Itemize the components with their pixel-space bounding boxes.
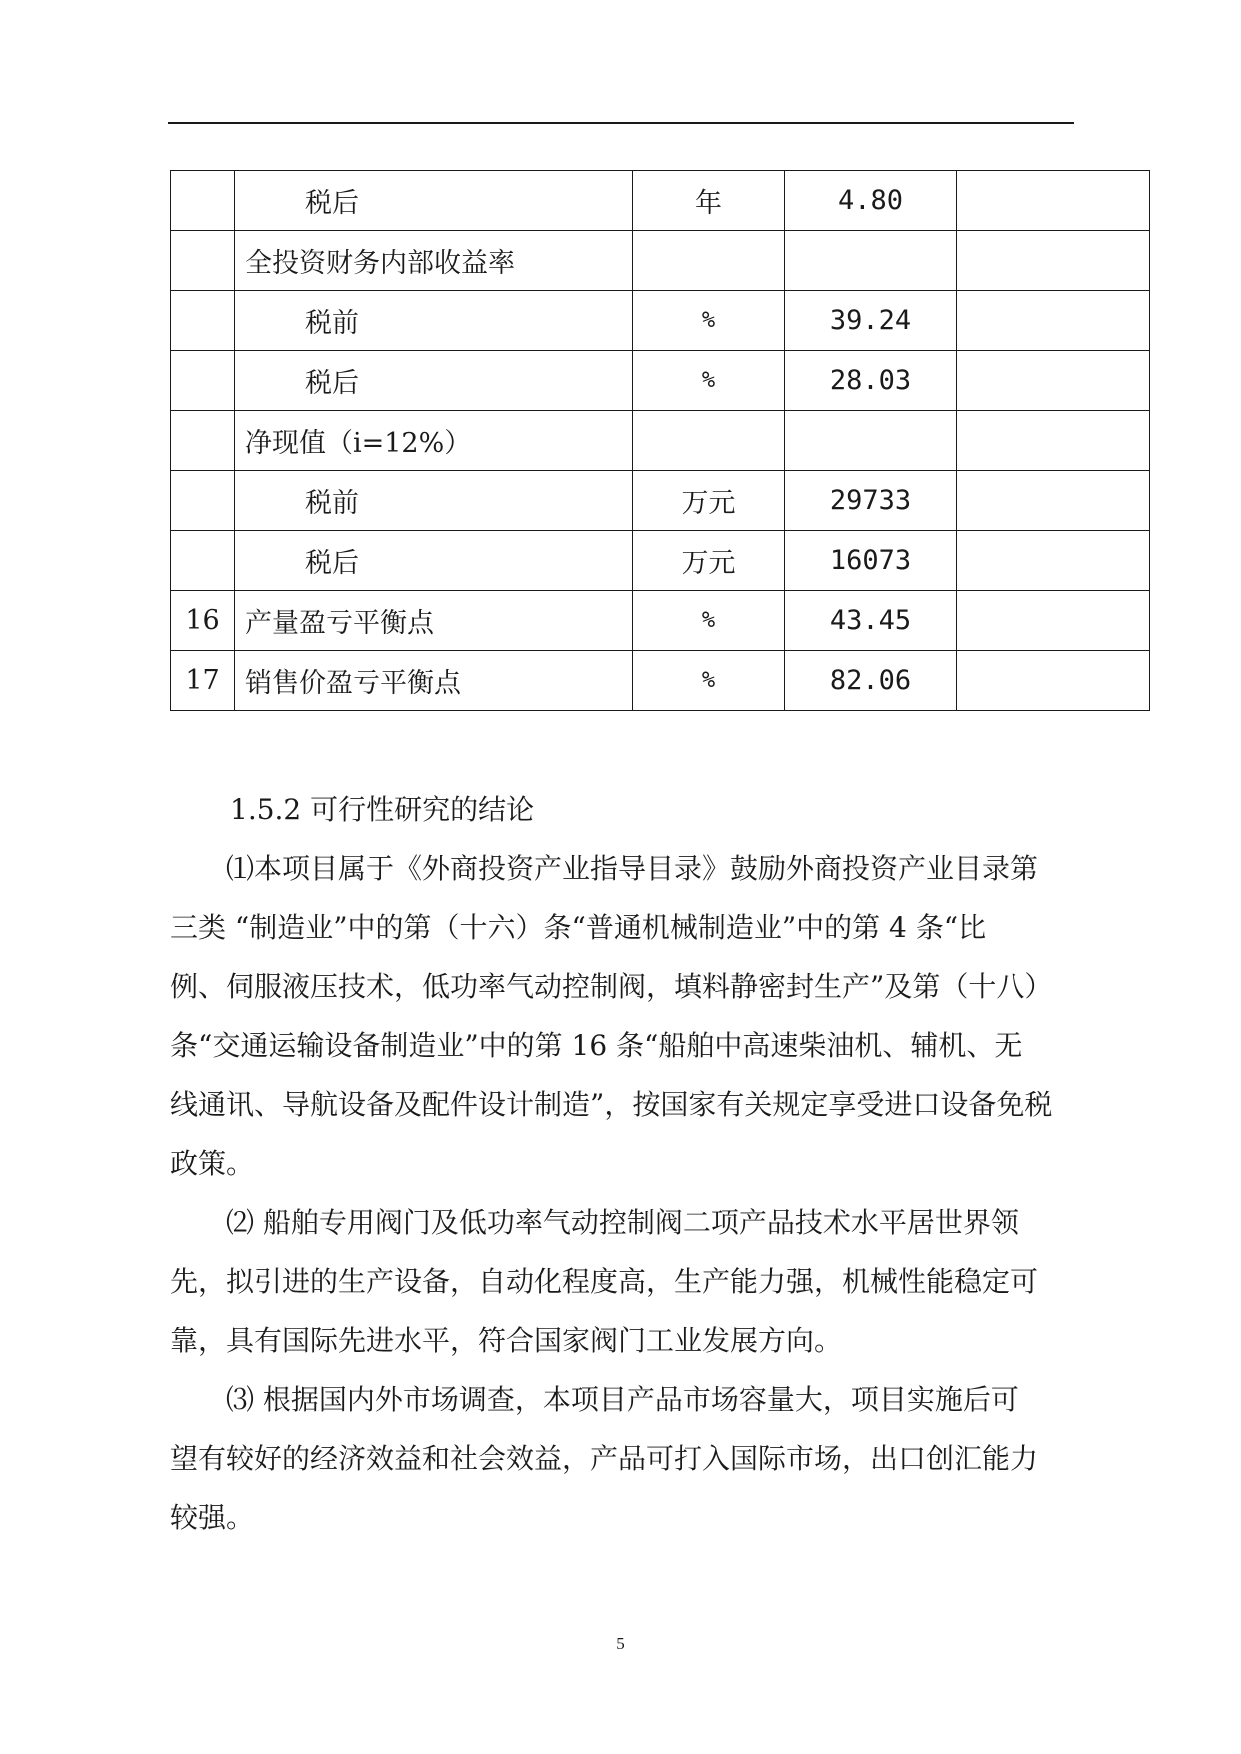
item-name-cell: 税后 xyxy=(235,171,633,231)
table-row xyxy=(171,291,1150,351)
note-cell xyxy=(957,291,1150,351)
note-cell xyxy=(957,411,1150,471)
note-cell xyxy=(957,591,1150,651)
note-cell xyxy=(957,651,1150,711)
value-cell: 28.03 xyxy=(785,351,957,411)
paragraph xyxy=(170,839,1076,1193)
table-row xyxy=(171,231,1150,291)
value-cell: 4.80 xyxy=(785,171,957,231)
note-cell xyxy=(957,531,1150,591)
item-name-cell: 税后 xyxy=(235,351,633,411)
unit-cell: 万元 xyxy=(633,471,785,531)
row-number-cell xyxy=(171,231,235,291)
item-name-cell: 净现值（i=12%） xyxy=(235,411,633,471)
feasibility-conclusion-section xyxy=(170,780,1076,1547)
table-row xyxy=(171,531,1150,591)
item-name-cell: 税后 xyxy=(235,531,633,591)
note-cell xyxy=(957,351,1150,411)
value-cell: 43.45 xyxy=(785,591,957,651)
value-cell: 82.06 xyxy=(785,651,957,711)
table-row xyxy=(171,591,1150,651)
paragraph-line: ⑶ 根据国内外市场调查，本项目产品市场容量大，项目实施后可 xyxy=(226,1383,1019,1416)
section-heading: 1.5.2 可行性研究的结论 xyxy=(230,793,535,826)
unit-cell: % xyxy=(633,651,785,711)
value-cell: 29733 xyxy=(785,471,957,531)
unit-cell: 万元 xyxy=(633,531,785,591)
note-cell xyxy=(957,231,1150,291)
paragraph-line: 例、伺服液压技术，低功率气动控制阀，填料静密封生产”及第（十八） xyxy=(170,970,1053,1003)
item-name-cell: 税前 xyxy=(235,471,633,531)
row-number-cell xyxy=(171,291,235,351)
table-row xyxy=(171,171,1150,231)
item-name-cell: 全投资财务内部收益率 xyxy=(235,231,633,291)
note-cell xyxy=(957,471,1150,531)
row-number-cell xyxy=(171,171,235,231)
unit-cell xyxy=(633,411,785,471)
unit-cell: % xyxy=(633,291,785,351)
value-cell xyxy=(785,231,957,291)
row-number-cell xyxy=(171,471,235,531)
table-row xyxy=(171,351,1150,411)
unit-cell: % xyxy=(633,351,785,411)
table-row xyxy=(171,651,1150,711)
paragraph-line: 望有较好的经济效益和社会效益，产品可打入国际市场，出口创汇能力 xyxy=(170,1442,1039,1475)
row-number-cell xyxy=(171,531,235,591)
financial-indicators-table xyxy=(170,170,1150,711)
item-name-cell: 税前 xyxy=(235,291,633,351)
value-cell: 16073 xyxy=(785,531,957,591)
unit-cell xyxy=(633,231,785,291)
paragraph-list xyxy=(170,839,1076,1547)
paragraph-line: 较强。 xyxy=(170,1501,255,1534)
row-number-cell: 16 xyxy=(171,591,235,651)
value-cell: 39.24 xyxy=(785,291,957,351)
paragraph-line: 条“交通运输设备制造业”中的第 16 条“船舶中高速柴油机、辅机、无 xyxy=(170,1029,1023,1062)
table-body xyxy=(171,171,1150,711)
paragraph xyxy=(170,1370,1076,1547)
paragraph-line: 政策。 xyxy=(170,1147,255,1180)
paragraph-line: ⑴本项目属于《外商投资产业指导目录》鼓励外商投资产业目录第 xyxy=(226,852,1039,885)
row-number-cell: 17 xyxy=(171,651,235,711)
paragraph-line: 线通讯、导航设备及配件设计制造”，按国家有关规定享受进口设备免税 xyxy=(170,1088,1053,1121)
paragraph-line: 靠，具有国际先进水平，符合国家阀门工业发展方向。 xyxy=(170,1324,843,1357)
paragraph-line: 三类 “制造业”中的第（十六）条“普通机械制造业”中的第 4 条“比 xyxy=(170,911,987,944)
header-rule xyxy=(168,122,1074,124)
paragraph xyxy=(170,1193,1076,1370)
paragraph-line: ⑵ 船舶专用阀门及低功率气动控制阀二项产品技术水平居世界领 xyxy=(226,1206,1019,1239)
row-number-cell xyxy=(171,411,235,471)
value-cell xyxy=(785,411,957,471)
item-name-cell: 产量盈亏平衡点 xyxy=(235,591,633,651)
note-cell xyxy=(957,171,1150,231)
page-number: 5 xyxy=(616,1634,625,1653)
paragraph-line: 先，拟引进的生产设备，自动化程度高，生产能力强，机械性能稳定可 xyxy=(170,1265,1039,1298)
table-row xyxy=(171,471,1150,531)
unit-cell: % xyxy=(633,591,785,651)
unit-cell: 年 xyxy=(633,171,785,231)
row-number-cell xyxy=(171,351,235,411)
item-name-cell: 销售价盈亏平衡点 xyxy=(235,651,633,711)
table-row xyxy=(171,411,1150,471)
